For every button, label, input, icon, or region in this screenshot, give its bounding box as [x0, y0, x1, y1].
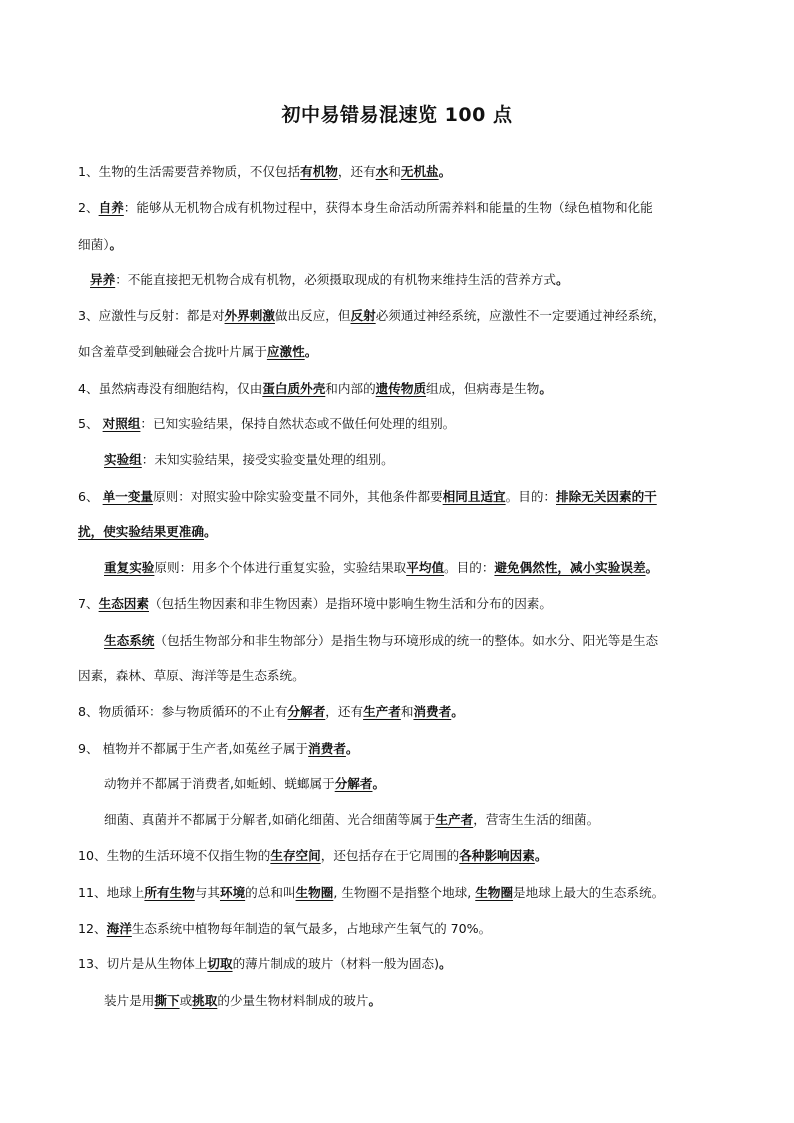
key-term: 生物圈 [295, 885, 334, 900]
text-segment: （包括生物部分和非生物部分）是指生物与环境形成的统一的整体。如水分、阳光等是生态 [154, 633, 659, 648]
text-segment: 。 [438, 164, 452, 179]
text-segment: 生态系统中植物每年制造的氧气最多，占地球产生氧气的 70%。 [131, 921, 492, 936]
text-segment: 的总和叫 [245, 885, 296, 900]
key-term: 生存空间 [270, 848, 321, 863]
text-line [90, 271, 740, 289]
text-segment: 4、虽然病毒没有细胞结构，仅由 [78, 381, 263, 396]
text-line [78, 920, 728, 938]
text-segment: 和 [400, 704, 414, 719]
text-segment: 。 [555, 272, 569, 287]
text-segment: 和内部的 [325, 381, 376, 396]
key-term: 切取 [207, 956, 233, 971]
key-term: 水 [375, 164, 389, 179]
text-segment: 。 [304, 344, 318, 359]
key-term: 有机物 [300, 164, 338, 179]
text-line [78, 236, 728, 254]
text-line [78, 847, 728, 865]
text-segment: 原则：用多个个体进行重复实验，实验结果取 [154, 560, 407, 575]
text-segment: ：未知实验结果，接受实验变量处理的组别。 [141, 452, 394, 467]
text-segment: 因素，森林、草原、海洋等是生态系统。 [78, 668, 305, 683]
text-line [78, 523, 728, 541]
text-segment: 或 [179, 993, 193, 1008]
page-title: 初中易错易混速览 100 点 [281, 104, 513, 126]
text-segment: , 生物圈不是指整个地球, [333, 885, 476, 900]
text-line [78, 380, 728, 398]
text-line [78, 667, 728, 685]
key-term: 遗传物质 [375, 381, 427, 396]
text-line [78, 595, 728, 613]
text-segment: 。 [438, 956, 452, 971]
key-term: 相同且适宜 [442, 489, 506, 504]
text-line [104, 775, 754, 793]
text-segment: （包括生物因素和非生物因素）是指环境中影响生物生活和分布的因素。 [148, 596, 552, 611]
text-segment: 细菌、真菌并不都属于分解者,如硝化细菌、光合细菌等属于 [104, 812, 436, 827]
text-segment: 动物并不都属于消费者,如蚯蚓、蜣螂属于 [104, 776, 335, 791]
text-segment: 组成，但病毒是生物 [426, 381, 540, 396]
text-line [104, 451, 754, 469]
key-term: 无机盐 [400, 164, 439, 179]
text-segment: 是地球上最大的生态系统。 [513, 885, 665, 900]
text-line [78, 884, 728, 902]
text-segment: 10、生物的生活环境不仅指生物的 [78, 848, 271, 863]
text-line [78, 199, 728, 217]
key-term: 环境 [219, 885, 246, 900]
text-segment: 5、 [78, 416, 103, 431]
key-term: 分解者 [287, 704, 326, 719]
key-term: 对照组 [102, 416, 141, 431]
key-term: 异养 [90, 272, 116, 287]
key-term: 所有生物 [144, 885, 195, 900]
text-segment: 13、切片是从生物体上 [78, 956, 208, 971]
key-term: 撕下 [154, 993, 180, 1008]
key-term: 消费者 [413, 704, 452, 719]
text-segment: 。 [451, 704, 464, 719]
text-segment: 9、 植物并不都属于生产者,如菟丝子属于 [78, 741, 309, 756]
text-segment: 8、物质循环：参与物质循环的不止有 [78, 704, 288, 719]
text-segment: ，还有 [325, 704, 364, 719]
text-segment: 的薄片制成的玻片（材料一般为固态) [232, 956, 439, 971]
text-segment: 1、生物的生活需要营养物质，不仅包括 [78, 164, 301, 179]
text-segment: 。目的： [444, 560, 495, 575]
text-segment: 。 [372, 776, 386, 791]
text-line [78, 415, 728, 433]
text-segment: 做出反应，但 [274, 308, 351, 323]
key-term: 蛋白质外壳 [262, 381, 326, 396]
text-segment: 。 [539, 381, 552, 396]
text-segment: 和 [388, 164, 401, 179]
text-segment: 3、应激性与反射：都是对 [78, 308, 225, 323]
key-term: 生产者 [363, 704, 401, 719]
text-segment: 必须通过神经系统，应激性不一定要通过神经系统， [375, 308, 666, 323]
text-segment: 细菌） [78, 237, 110, 252]
key-term: 反射 [350, 308, 376, 323]
key-term: 挑取 [192, 993, 218, 1008]
text-segment: 11、地球上 [78, 885, 145, 900]
key-term: 应激性 [266, 344, 305, 359]
key-term: 单一变量 [102, 489, 153, 504]
text-segment: 。 [203, 524, 217, 539]
key-term: 生物圈 [475, 885, 514, 900]
key-term: 扰，使实验结果更准确 [78, 524, 204, 539]
text-line [78, 703, 728, 721]
text-line [78, 163, 728, 181]
text-line [104, 632, 754, 650]
text-segment: ：已知实验结果，保持自然状态或不做任何处理的组别。 [140, 416, 456, 431]
text-segment: ：能够从无机物合成有机物过程中，获得本身生命活动所需养料和能量的生物（绿色植物和化能 [123, 200, 653, 215]
key-term: 重复实验 [104, 560, 155, 575]
text-segment: 2、 [78, 200, 99, 215]
text-segment: 12、 [78, 921, 107, 936]
text-line [104, 811, 754, 829]
key-term: 海洋 [106, 921, 132, 936]
text-segment: 原则：对照实验中除实验变量不同外，其他条件都要 [153, 489, 443, 504]
text-segment: 装片是用 [104, 993, 155, 1008]
text-segment: 。目的： [505, 489, 556, 504]
key-term: 生态因素 [98, 596, 149, 611]
text-segment: 7、 [78, 596, 99, 611]
key-term: 生态系统 [104, 633, 155, 648]
text-segment: 。 [645, 560, 659, 575]
key-term: 自养 [98, 200, 124, 215]
text-segment: 如含羞草受到触碰会合拢叶片属于 [78, 344, 267, 359]
text-segment: ，营寄生生活的细菌。 [473, 812, 600, 827]
text-line [104, 559, 754, 577]
key-term: 实验组 [104, 452, 142, 467]
text-line [104, 992, 754, 1010]
text-segment: 。 [345, 741, 359, 756]
text-line [78, 307, 728, 325]
text-line [78, 955, 728, 973]
key-term: 生产者 [435, 812, 474, 827]
text-segment: 。 [368, 993, 382, 1008]
text-segment: 6、 [78, 489, 103, 504]
key-term: 外界刺激 [224, 308, 275, 323]
key-term: 各种影响因素 [459, 848, 535, 863]
text-segment: 。 [109, 237, 123, 252]
text-line [78, 343, 728, 361]
text-segment: ，还有 [337, 164, 376, 179]
key-term: 消费者 [308, 741, 346, 756]
key-term: 平均值 [406, 560, 445, 575]
text-line [78, 740, 728, 758]
key-term: 避免偶然性，减小实验误差 [494, 560, 646, 575]
text-segment: ：不能直接把无机物合成有机物，必须摄取现成的有机物来维持生活的营养方式 [115, 272, 556, 287]
key-term: 排除无关因素的干 [556, 489, 657, 504]
text-segment: 与其 [194, 885, 220, 900]
key-term: 分解者 [334, 776, 373, 791]
text-segment: 的少量生物材料制成的玻片 [217, 993, 369, 1008]
text-line [78, 488, 728, 506]
text-segment: 。 [534, 848, 548, 863]
text-segment: ，还包括存在于它周围的 [320, 848, 460, 863]
